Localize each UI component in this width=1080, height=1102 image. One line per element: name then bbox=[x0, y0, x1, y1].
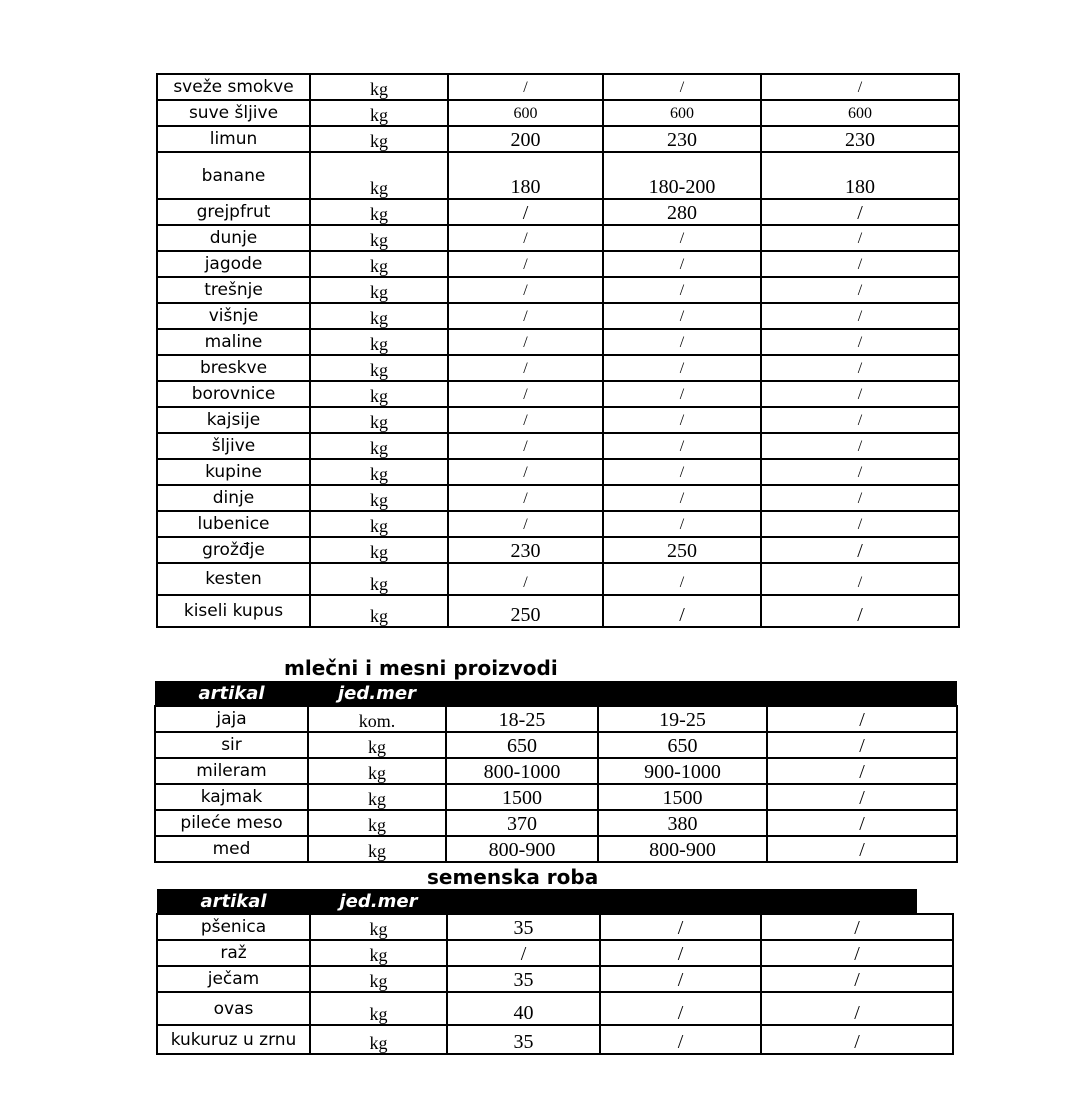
item-unit: kg bbox=[310, 966, 447, 992]
price-col-1: / bbox=[448, 407, 603, 433]
price-col-2: / bbox=[603, 511, 761, 537]
header-artikal: artikal bbox=[157, 889, 310, 914]
price-col-1: 370 bbox=[446, 810, 598, 836]
price-col-1: / bbox=[448, 459, 603, 485]
header-blank bbox=[600, 889, 761, 914]
item-unit: kg bbox=[310, 355, 448, 381]
table-row bbox=[157, 595, 959, 627]
table-row bbox=[157, 381, 959, 407]
price-col-2: / bbox=[603, 329, 761, 355]
table-row bbox=[157, 303, 959, 329]
price-col-1: / bbox=[448, 225, 603, 251]
table-row bbox=[157, 563, 959, 595]
price-col-3: / bbox=[761, 277, 959, 303]
item-unit: kg bbox=[310, 381, 448, 407]
item-name: maline bbox=[157, 329, 310, 355]
price-col-3: / bbox=[761, 563, 959, 595]
item-name: dunje bbox=[157, 225, 310, 251]
dairy-section-title: mlečni i mesni proizvodi bbox=[284, 656, 558, 680]
table-row bbox=[157, 914, 953, 940]
item-unit: kg bbox=[308, 810, 446, 836]
item-unit: kg bbox=[310, 251, 448, 277]
price-col-2: / bbox=[603, 595, 761, 627]
price-col-2: / bbox=[603, 225, 761, 251]
price-col-2: 800-900 bbox=[598, 836, 767, 862]
price-col-1: 180 bbox=[448, 152, 603, 199]
item-name: kukuruz u zrnu bbox=[157, 1025, 310, 1054]
price-col-3: / bbox=[761, 966, 953, 992]
item-name: kajsije bbox=[157, 407, 310, 433]
header-blank bbox=[767, 681, 957, 706]
price-col-3: / bbox=[761, 329, 959, 355]
table-row bbox=[155, 836, 957, 862]
table-row bbox=[157, 992, 953, 1025]
seed-price-table bbox=[156, 889, 954, 1055]
price-col-2: / bbox=[603, 459, 761, 485]
item-unit: kg bbox=[310, 563, 448, 595]
item-unit: kg bbox=[310, 329, 448, 355]
price-col-1: 800-1000 bbox=[446, 758, 598, 784]
item-name: višnje bbox=[157, 303, 310, 329]
table-header-row bbox=[157, 889, 953, 914]
item-unit: kg bbox=[310, 940, 447, 966]
item-name: grejpfrut bbox=[157, 199, 310, 225]
price-col-3: / bbox=[761, 433, 959, 459]
item-unit: kg bbox=[310, 992, 447, 1025]
item-unit: kg bbox=[310, 199, 448, 225]
price-col-1: / bbox=[448, 329, 603, 355]
item-unit: kg bbox=[310, 595, 448, 627]
price-col-1: / bbox=[448, 277, 603, 303]
table-row bbox=[157, 511, 959, 537]
price-col-1: / bbox=[448, 199, 603, 225]
price-col-3: / bbox=[761, 303, 959, 329]
item-name: mileram bbox=[155, 758, 308, 784]
price-col-2: / bbox=[603, 303, 761, 329]
table-row bbox=[157, 433, 959, 459]
table-row bbox=[157, 940, 953, 966]
price-col-3: / bbox=[761, 537, 959, 563]
price-col-3: / bbox=[761, 1025, 953, 1054]
price-col-3: / bbox=[761, 251, 959, 277]
price-col-1: / bbox=[448, 485, 603, 511]
header-blank bbox=[761, 889, 953, 914]
item-name: trešnje bbox=[157, 277, 310, 303]
item-name: sveže smokve bbox=[157, 74, 310, 100]
price-col-3: / bbox=[767, 706, 957, 732]
table-row bbox=[157, 407, 959, 433]
price-col-1: / bbox=[448, 563, 603, 595]
item-name: šljive bbox=[157, 433, 310, 459]
item-unit: kg bbox=[310, 100, 448, 126]
price-col-1: 35 bbox=[447, 1025, 600, 1054]
table-row bbox=[157, 459, 959, 485]
table-row bbox=[157, 485, 959, 511]
item-name: sir bbox=[155, 732, 308, 758]
price-col-3: / bbox=[761, 355, 959, 381]
price-col-3: / bbox=[761, 407, 959, 433]
item-unit: kg bbox=[310, 1025, 447, 1054]
item-unit: kg bbox=[308, 758, 446, 784]
table-row bbox=[157, 225, 959, 251]
price-col-1: / bbox=[448, 355, 603, 381]
price-col-3: / bbox=[761, 595, 959, 627]
header-jed-mer: jed.mer bbox=[310, 889, 447, 914]
item-name: raž bbox=[157, 940, 310, 966]
price-col-1: / bbox=[448, 433, 603, 459]
item-unit: kom. bbox=[308, 706, 446, 732]
table-row bbox=[157, 966, 953, 992]
item-name: pileće meso bbox=[155, 810, 308, 836]
price-col-2: / bbox=[603, 485, 761, 511]
price-col-2: / bbox=[603, 355, 761, 381]
price-col-3: / bbox=[761, 381, 959, 407]
price-col-3: / bbox=[761, 940, 953, 966]
price-col-3: / bbox=[761, 992, 953, 1025]
header-jed-mer: jed.mer bbox=[308, 681, 446, 706]
price-col-3: / bbox=[767, 758, 957, 784]
price-col-1: 600 bbox=[448, 100, 603, 126]
table-row bbox=[155, 732, 957, 758]
item-name: pšenica bbox=[157, 914, 310, 940]
price-col-3: / bbox=[761, 485, 959, 511]
item-unit: kg bbox=[310, 303, 448, 329]
fruit-price-table bbox=[156, 73, 960, 628]
price-col-3: 180 bbox=[761, 152, 959, 199]
price-col-1: 1500 bbox=[446, 784, 598, 810]
item-name: grožđje bbox=[157, 537, 310, 563]
item-name: med bbox=[155, 836, 308, 862]
item-unit: kg bbox=[308, 836, 446, 862]
price-col-1: 35 bbox=[447, 914, 600, 940]
price-col-3: / bbox=[767, 732, 957, 758]
table-row bbox=[155, 758, 957, 784]
price-col-1: 18-25 bbox=[446, 706, 598, 732]
price-col-1: / bbox=[447, 940, 600, 966]
price-col-1: / bbox=[448, 303, 603, 329]
price-col-2: / bbox=[603, 251, 761, 277]
price-col-3: / bbox=[767, 784, 957, 810]
price-col-2: / bbox=[603, 381, 761, 407]
price-col-3: 230 bbox=[761, 126, 959, 152]
table-row bbox=[157, 537, 959, 563]
table-row bbox=[157, 1025, 953, 1054]
table-row bbox=[157, 126, 959, 152]
price-col-3: / bbox=[761, 225, 959, 251]
item-unit: kg bbox=[310, 225, 448, 251]
price-col-2: / bbox=[600, 940, 761, 966]
item-name: jagode bbox=[157, 251, 310, 277]
item-name: kiseli kupus bbox=[157, 595, 310, 627]
price-col-2: / bbox=[603, 74, 761, 100]
item-name: lubenice bbox=[157, 511, 310, 537]
header-blank bbox=[446, 681, 598, 706]
table-row bbox=[155, 706, 957, 732]
item-unit: kg bbox=[310, 74, 448, 100]
price-col-2: / bbox=[600, 992, 761, 1025]
header-blank bbox=[598, 681, 767, 706]
price-col-1: 230 bbox=[448, 537, 603, 563]
table-row bbox=[157, 251, 959, 277]
table-row bbox=[155, 810, 957, 836]
price-col-3: 600 bbox=[761, 100, 959, 126]
price-col-1: 250 bbox=[448, 595, 603, 627]
price-col-2: 180-200 bbox=[603, 152, 761, 199]
table-row bbox=[155, 784, 957, 810]
item-unit: kg bbox=[310, 914, 447, 940]
item-unit: kg bbox=[308, 732, 446, 758]
item-unit: kg bbox=[310, 152, 448, 199]
table-row bbox=[157, 277, 959, 303]
price-col-1: / bbox=[448, 251, 603, 277]
item-name: kupine bbox=[157, 459, 310, 485]
item-unit: kg bbox=[310, 459, 448, 485]
item-name: limun bbox=[157, 126, 310, 152]
item-name: suve šljive bbox=[157, 100, 310, 126]
item-unit: kg bbox=[310, 277, 448, 303]
price-col-3: / bbox=[761, 74, 959, 100]
table-header-row bbox=[155, 681, 957, 706]
price-col-2: 230 bbox=[603, 126, 761, 152]
item-name: kajmak bbox=[155, 784, 308, 810]
price-col-1: 35 bbox=[447, 966, 600, 992]
item-unit: kg bbox=[310, 511, 448, 537]
price-col-1: 40 bbox=[447, 992, 600, 1025]
price-col-2: / bbox=[603, 407, 761, 433]
price-col-2: 250 bbox=[603, 537, 761, 563]
price-col-3: / bbox=[761, 199, 959, 225]
table-row bbox=[157, 152, 959, 199]
price-col-3: / bbox=[761, 511, 959, 537]
item-name: kesten bbox=[157, 563, 310, 595]
item-name: breskve bbox=[157, 355, 310, 381]
item-unit: kg bbox=[310, 407, 448, 433]
price-col-2: 19-25 bbox=[598, 706, 767, 732]
price-col-1: / bbox=[448, 511, 603, 537]
price-col-2: 600 bbox=[603, 100, 761, 126]
seed-section-title: semenska roba bbox=[427, 865, 599, 889]
item-unit: kg bbox=[310, 485, 448, 511]
price-col-1: 650 bbox=[446, 732, 598, 758]
price-col-2: 1500 bbox=[598, 784, 767, 810]
price-col-2: 900-1000 bbox=[598, 758, 767, 784]
price-col-2: / bbox=[603, 433, 761, 459]
price-col-2: / bbox=[603, 277, 761, 303]
table-row bbox=[157, 74, 959, 100]
table-row bbox=[157, 329, 959, 355]
price-col-3: / bbox=[767, 810, 957, 836]
table-row bbox=[157, 199, 959, 225]
price-col-2: 380 bbox=[598, 810, 767, 836]
table-row bbox=[157, 100, 959, 126]
header-blank bbox=[447, 889, 600, 914]
price-col-2: 280 bbox=[603, 199, 761, 225]
price-col-3: / bbox=[767, 836, 957, 862]
item-name: dinje bbox=[157, 485, 310, 511]
item-name: jaja bbox=[155, 706, 308, 732]
price-col-1: 200 bbox=[448, 126, 603, 152]
dairy-price-table bbox=[154, 681, 958, 863]
price-col-1: 800-900 bbox=[446, 836, 598, 862]
price-col-3: / bbox=[761, 914, 953, 940]
item-unit: kg bbox=[310, 537, 448, 563]
item-unit: kg bbox=[310, 433, 448, 459]
price-col-2: 650 bbox=[598, 732, 767, 758]
price-col-2: / bbox=[603, 563, 761, 595]
item-name: borovnice bbox=[157, 381, 310, 407]
item-name: banane bbox=[157, 152, 310, 199]
item-name: ovas bbox=[157, 992, 310, 1025]
price-col-1: / bbox=[448, 74, 603, 100]
price-col-3: / bbox=[761, 459, 959, 485]
price-col-2: / bbox=[600, 914, 761, 940]
price-col-2: / bbox=[600, 966, 761, 992]
item-name: ječam bbox=[157, 966, 310, 992]
price-col-2: / bbox=[600, 1025, 761, 1054]
table-row bbox=[157, 355, 959, 381]
item-unit: kg bbox=[308, 784, 446, 810]
header-artikal: artikal bbox=[155, 681, 308, 706]
price-col-1: / bbox=[448, 381, 603, 407]
item-unit: kg bbox=[310, 126, 448, 152]
